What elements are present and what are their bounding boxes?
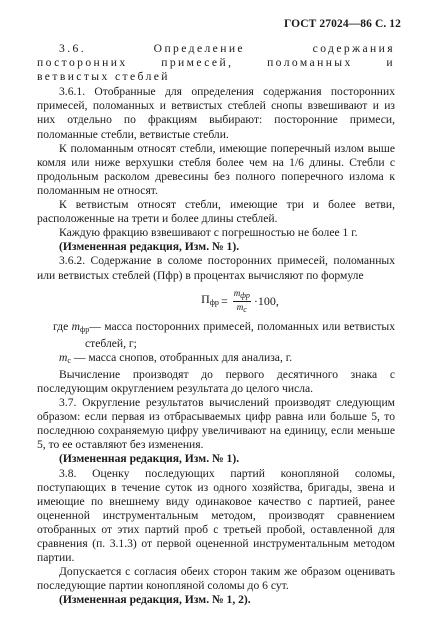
amendment-note-3: (Измененная редакция, Изм. № 1, 2).	[59, 593, 251, 607]
amendment-note-2: (Измененная редакция, Изм. № 1).	[59, 452, 240, 466]
paragraph-broken-stems: К поломанным относят стебли, имеющие поперечный излом выше комля или ниже верхушки стебля более чем на 1/6 длины. Стебли с продольным расколом древесины без полного поперечного излома к поломанным не относят.	[37, 141, 395, 197]
section-heading-line3: ветвистых стеблей	[37, 70, 170, 84]
paragraph-branched-stems: К ветвистым относят стебли, имеющие три и более ветви, расположенные на трети и более длины стеблей.	[37, 198, 395, 226]
document-body	[37, 42, 395, 607]
paragraph-3-6-1: 3.6.1. Отобранные для определения содержания посторонних примесей, поломанных и ветвистых стеблей снопы взвешивают и из них отдельно по фракциям выбирают: посторонние примеси, поломанные стебли, ветвистые стебли.	[37, 85, 395, 141]
section-heading-line1: 3.6. Определение содержания	[59, 42, 395, 55]
paragraph-rounding-precision: Вычисление производят до первого десятичного знака с последующим округлением результата до целого числа.	[37, 367, 395, 395]
amendment-note-1: (Измененная редакция, Изм. № 1).	[59, 240, 240, 254]
paragraph-3-8: 3.8. Оценку последующих партий конопляной соломы, поступающих в течение суток из одного хозяйства, бригады, звена и имеющие по внешнему виду одинаковое качество с партией, ранее оцененной инструментальным методом, производят сравнением отобранных от этих партий проб с третьей пробой, оставленной для сравнения (п. 3.1.3) от первой оцененной инструментальным методом партии.	[37, 466, 395, 565]
definition-mfr: где $m_{фр}—$ масса посторонних примесей, поломанных или ветвистых стеблей, г;	[53, 319, 396, 350]
page-header: ГОСТ 27024—86 С. 12	[283, 18, 401, 30]
formula-multiplier: ·100,	[253, 294, 279, 309]
formula	[85, 288, 395, 315]
formula-equals: =	[220, 294, 228, 309]
section-heading-line2: посторонних примесей, поломанных и	[37, 56, 395, 70]
paragraph-3-7: 3.7. Округление результатов вычислений производят следующим образом: если первая из отбрасываемых цифр равна или больше 5, то последнюю сохраняемую цифру увеличивают на единицу, если меньше 5, то ее оставляют без изменения.	[37, 396, 395, 452]
paragraph-weighing: Каждую фракцию взвешивают с погрешностью не более 1 г.	[59, 226, 358, 240]
paragraph-agreement: Допускается с согласия обеих сторон таким же образом оценивать последующие партии конопляной соломы до 6 сут.	[37, 565, 395, 593]
definition-mc: $m_с$ — масса снопов, отобранных для анализа, г.	[59, 350, 293, 365]
formula-fraction: $\frac{m_{фр}}{m_с}$	[233, 287, 250, 314]
formula-lhs: $П_{фр}$	[201, 292, 219, 308]
paragraph-3-6-2: 3.6.2. Содержание в соломе посторонних примесей, поломанных или ветвистых стеблей (Пфр) в процентах вычисляют по формуле	[37, 254, 395, 282]
